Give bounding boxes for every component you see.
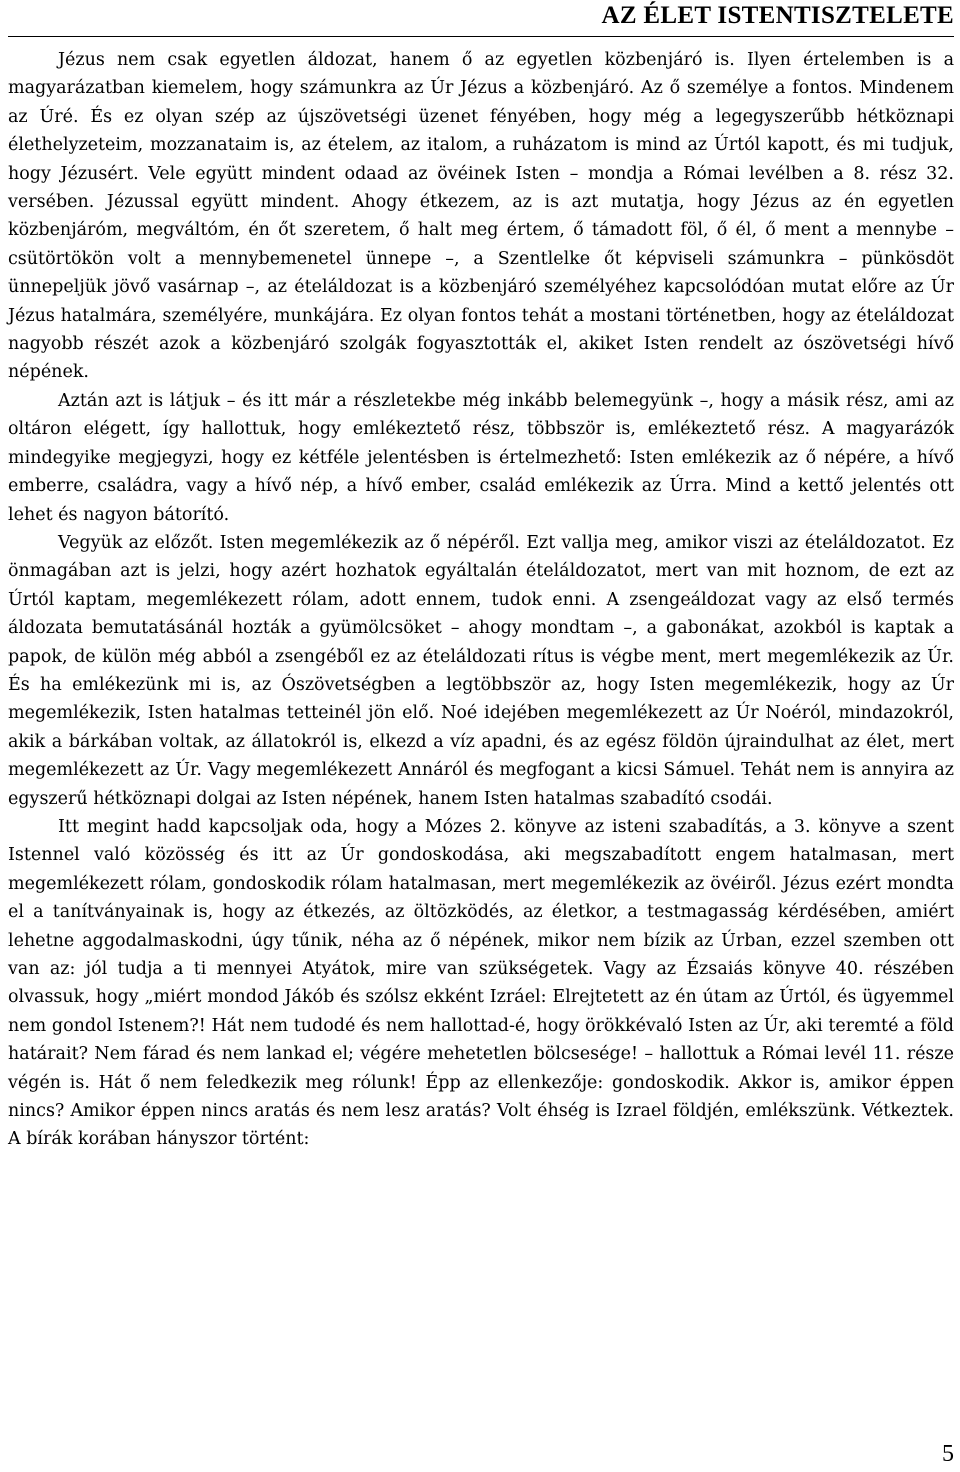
page-number: 5 xyxy=(942,1441,954,1467)
body-text xyxy=(8,46,954,1154)
header-title: AZ ÉLET ISTENTISZTELETE xyxy=(601,2,954,29)
running-header xyxy=(8,0,954,37)
paragraph-4: Itt megint hadd kapcsoljak oda, hogy a Mózes 2. könyve az isteni szabadítás, a 3. könyve a szent Istennel való közösség és itt az Úr gondoskodása, aki megszabadított engem hatalmasan, mert megemlékezett rólam, gondoskodik rólam hatalmasan, mert megemlékezik az övéiről. Jézus ezért mondta el a tanítványainak is, hogy az étkezés, az öltözködés, az életkor, a testmagasság kérdésében, amiért lehetne aggodalmaskodni, úgy tűnik, néha az ő népének, mikor nem bízik az Úrban, ezzel szemben ott van az: jól tudja a ti mennyei Atyátok, mire van szükségetek. Vagy az Ézsaiás könyve 40. részében olvassuk, hogy „miért mondod Jákób és szólsz ekként Izráel: Elrejtetett az én útam az Úrtól, és ügyemmel nem gondol Istenem?! Hát nem tudodé és nem hallottad-é, hogy örökkévaló Isten az Úr, aki teremté a föld határait? Nem fárad és nem lankad el; végére mehetetlen bölcsesége! – hallottuk a Római levél 11. része végén is. Hát ő nem feledkezik meg rólunk! Épp az ellenkezője: gondoskodik. Akkor is, amikor éppen nincs? Amikor éppen nincs aratás és nem lesz aratás? Volt éhség is Izrael földjén, emlékszünk. Vétkeztek. A bírák korában hányszor történt: xyxy=(8,816,954,1150)
paragraph-1: Jézus nem csak egyetlen áldozat, hanem ő az egyetlen közbenjáró is. Ilyen értelemben is a magyarázatban kiemelem, hogy számunkra az Úr Jézus a közbenjáró. Az ő személye a fontos. Mindenem az Úré. És ez olyan szép az újszövetségi üzenet fényében, hogy még a legegyszerűbb hétköznapi élethelyzeteim, mozzanataim is, az ételem, az italom, a ruházatom is mind az Úrtól kapott, és mi tudjuk, hogy Jézusért. Vele együtt mindent odaad az övéinek Isten – mondja a Római levélben a 8. rész 32. versében. Jézussal együtt mindent. Ahogy étkezem, az is azt mutatja, hogy Jézus az én egyetlen közbenjáróm, megváltóm, én őt szeretem, ő halt meg értem, ő támadott föl, ő él, ő ment a mennybe – csütörtökön volt a mennybemenetel ünnepe –, a Szentlelke őt képviseli számunkra – pünkösdöt ünnepeljük jövő vasárnap –, az ételáldozat is a közbenjáró személyéhez kapcsolódóan mutat előre az Úr Jézus hatalmára, személyére, munkájára. Ez olyan fontos tehát a mostani történetben, hogy az ételáldozat nagyobb részét azok a közbenjáró szolgák fogyasztották el, akiket Isten rendelt az ószövetségi hívő népének. xyxy=(8,50,954,383)
paragraph-2: Aztán azt is látjuk – és itt már a részletekbe még inkább belemegyünk –, hogy a másik rész, ami az oltáron elégett, így hallottuk, hogy emlékeztető rész, többször is, emlékeztető rész. A magyarázók mindegyike megjegyzi, hogy ez kétféle jelentésben is értelmezhető: Isten emlékezik az ő népére, a hívő emberre, családra, vagy a hívő nép, a hívő ember, család emlékezik az Úrra. Mind a kettő jelentés ott lehet és nagyon bátorító. xyxy=(8,390,954,525)
paragraph-3: Vegyük az előzőt. Isten megemlékezik az ő népéről. Ezt vallja meg, amikor viszi az ételáldozatot. Ez önmagában azt is jelzi, hogy azért hozhatok egyáltalán ételáldozatot, mert van mit hoznom, de ezt az Úrtól kaptam, megemlékezett rólam, adott ennem, tudok enni. A zsengeáldozat vagy az első termés áldozata bemutatásánál hozták a gyümölcsöket – ahogy mondtam –, a gabonákat, azokból is kaptak a papok, de külön még abból a zsengéből ez az ételáldozati rítus is végbe ment, mert megemlékezik az Úr. És ha emlékezünk mi is, az Ószövetségben a legtöbbször az, hogy Isten megemlékezik, hogy az Úr megemlékezik, Isten hatalmas tetteinél jön elő. Noé idejében megemlékezett az Úr Noéról, mindazokról, akik a bárkában voltak, az állatokról is, elkezd a víz apadni, és az egész földön újraindulhat az élet, mert megemlékezett az Úr. Vagy megemlékezett Annáról és megfogant a kicsi Sámuel. Tehát nem is annyira az egyszerű hétköznapi dolgai az Isten népének, hanem Isten hatalmas szabadító csodái. xyxy=(8,532,954,809)
